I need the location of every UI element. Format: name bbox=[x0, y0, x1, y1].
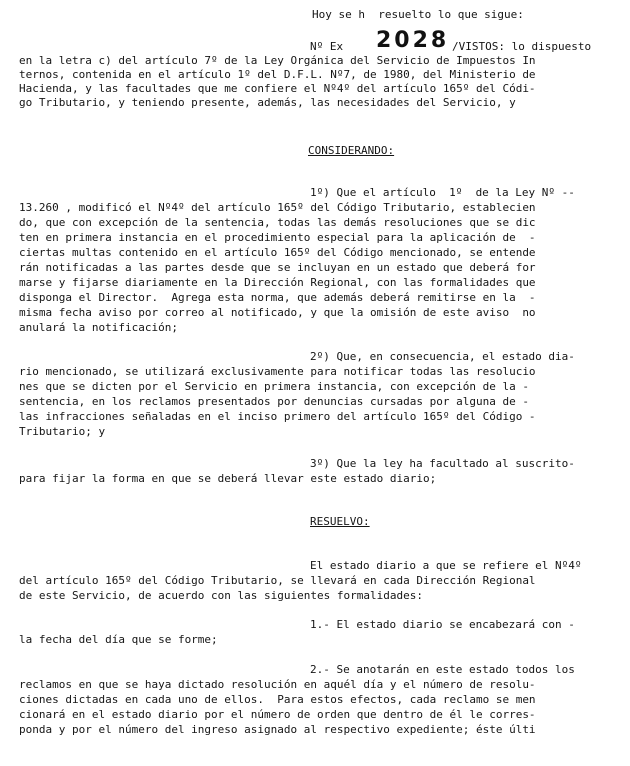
resuelvo-heading: RESUELVO: bbox=[310, 515, 370, 528]
considerando-2-line: sentencia, en los reclamos presentados por denuncias cursadas por alguna de - bbox=[19, 395, 529, 408]
vistos-line: Hacienda, y las facultades que me confiere el Nº4º del artículo 165º del Códi- bbox=[19, 82, 536, 95]
considerando-2-line: Tributario; y bbox=[19, 425, 106, 438]
considerando-2-line: 2º) Que, en consecuencia, el estado dia- bbox=[310, 350, 575, 363]
considerando-1-line: ciertas multas contenido en el artículo 165º del Código mencionado, se entende bbox=[19, 246, 536, 259]
considerando-2-line: nes que se dicten por el Servicio en primera instancia, con excepción de la - bbox=[19, 380, 529, 393]
resuelvo-intro-line: de este Servicio, de acuerdo con las siguientes formalidades: bbox=[19, 589, 423, 602]
vistos-line: go Tributario, y teniendo presente, además, las necesidades del Servicio, y bbox=[19, 96, 516, 109]
resuelvo-item-1-line: 1.- El estado diario se encabezará con - bbox=[310, 618, 575, 631]
resuelvo-item-2-line: reclamos en que se haya dictado resolución en aquél día y el número de resolu- bbox=[19, 678, 536, 691]
considerando-3-line: 3º) Que la ley ha facultado al suscrito- bbox=[310, 457, 575, 470]
considerando-1-line: 1º) Que el artículo 1º de la Ley Nº -- bbox=[310, 186, 575, 199]
considerando-3-line: para fijar la forma en que se deberá llevar este estado diario; bbox=[19, 472, 437, 485]
vistos-line: en la letra c) del artículo 7º de la Ley Orgánica del Servicio de Impuestos In bbox=[19, 54, 536, 67]
resuelvo-intro-line: del artículo 165º del Código Tributario, se llevará en cada Dirección Regional bbox=[19, 574, 536, 587]
considerando-1-line: marse y fijarse diariamente en la Dirección Regional, con las formalidades que bbox=[19, 276, 536, 289]
exento-prefix: Nº Ex bbox=[310, 40, 344, 53]
resuelvo-item-2-line: 2.- Se anotarán en este estado todos los bbox=[310, 663, 575, 676]
considerando-2-line: las infracciones señaladas en el inciso primero del artículo 165º del Código - bbox=[19, 410, 536, 423]
vistos-line: ternos, contenida en el artículo 1º del D.F.L. Nº7, de 1980, del Ministerio de bbox=[19, 68, 536, 81]
resuelvo-intro-line: El estado diario a que se refiere el Nº4º bbox=[310, 559, 582, 572]
considerando-1-line: anulará la notificación; bbox=[19, 321, 178, 334]
exento-number: 2028 bbox=[376, 28, 450, 53]
considerando-1-line: rán notificadas a las partes desde que se incluyan en un estado que deberá for bbox=[19, 261, 536, 274]
considerando-1-line: disponga el Director. Agrega esta norma, que además deberá remitirse en la - bbox=[19, 291, 536, 304]
header-intro: Hoy se h resuelto lo que sigue: bbox=[312, 8, 524, 21]
considerando-1-line: do, que con excepción de la sentencia, todas las demás resoluciones que se dic bbox=[19, 216, 536, 229]
considerando-1-line: ten en primera instancia en el procedimiento especial para la aplicación de - bbox=[19, 231, 536, 244]
resuelvo-item-2-line: cionará en el estado diario por el número de orden que dentro de él le corres- bbox=[19, 708, 536, 721]
resuelvo-item-2-line: ciones dictadas en cada uno de ellos. Para estos efectos, cada reclamo se men bbox=[19, 693, 536, 706]
resuelvo-item-2-line: ponda y por el número del ingreso asignado al respectivo expediente; éste últi bbox=[19, 723, 536, 736]
considerando-1-line: misma fecha aviso por correo al notificado, y que la omisión de este aviso no bbox=[19, 306, 536, 319]
considerando-2-line: rio mencionado, se utilizará exclusivamente para notificar todas las resolucio bbox=[19, 365, 536, 378]
resuelvo-item-1-line: la fecha del día que se forme; bbox=[19, 633, 218, 646]
considerando-1-line: 13.260 , modificó el Nº4º del artículo 165º del Código Tributario, establecien bbox=[19, 201, 536, 214]
vistos-label: /VISTOS: lo dispuesto bbox=[452, 40, 592, 53]
considerando-heading: CONSIDERANDO: bbox=[308, 144, 395, 157]
